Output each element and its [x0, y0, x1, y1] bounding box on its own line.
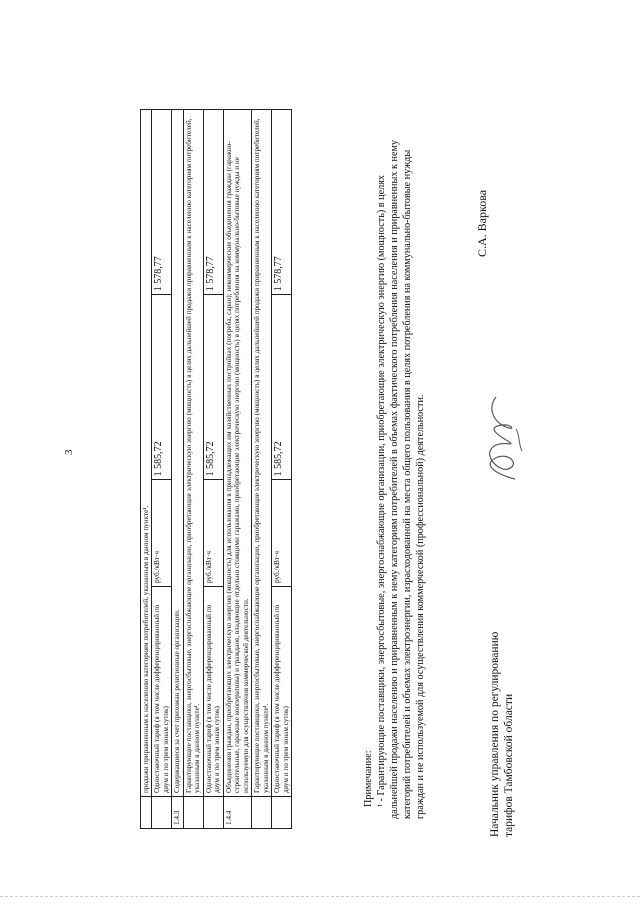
scan-edge-line: [0, 896, 640, 897]
cell-name: Объединения граждан, приобретающих электрическую энергию (мощность) для использования в принадлежащих им хозяйственных постройках (погреба, сараи); некоммерческие объединения граждан (гаражно-строительные, гаражные кооперативы) и граждане, владеющие отдельно стоящими гаражами, приобретающие электрическую энергию (мощность) в целях потребления на коммунально-бытовые нужды и не используемую для осуществления коммерческой деятельности.: [223, 110, 251, 797]
cell-v2: 1 578,77: [152, 110, 172, 295]
cell-num: [152, 796, 172, 828]
cell-name: Гарантирующие поставщики, энергосбытовые, энергоснабжающие организации, приобретающие электрическую энергию (мощность) в целях дальнейшей продажи приравненным к населению категориям потребителей, указанным в данном пункте¹.: [252, 110, 272, 797]
cell-unit: руб./кВт·ч: [152, 480, 172, 587]
cell-name: Содержащиеся за счет прихожан религиозные организации.: [172, 110, 183, 797]
footnote: [362, 129, 427, 819]
position-line-1: Начальник управления по регулированию: [489, 631, 501, 837]
page-number: 3: [63, 449, 75, 455]
rotated-page-content: [63, 77, 600, 837]
cell-name: продажи приравненным к населению категориям потребителей, указанным в данном пункте¹.: [141, 110, 152, 797]
cell-v1: 1 585,72: [272, 295, 292, 480]
table-row: [203, 110, 223, 829]
cell-unit: руб./кВт·ч: [203, 480, 223, 587]
cell-name: Гарантирующие поставщики, энергосбытовые, энергоснабжающие организации, приобретающие электрическую энергию (мощность) в целях дальнейшей продажи приравненным к населению категориям потребителей, указанным в данном пункте¹.: [183, 110, 203, 797]
note-text: ¹ - Гарантирующие поставщики, энергосбытовые, энергоснабжающие организации, приобретающие электрическую энергию (мощность) в целях дальнейшей продажи населению и приравненным к нему категориям потребителей в объемах фактического потребления населения и приравненных к нему категорий потребителей и объемах электроэнергии, израсходованной на места общего пользования в целях потребления на коммунально-бытовые нужды граждан и не используемой для осуществления коммерческой (профессиональной) деятельности.: [376, 139, 427, 819]
handwritten-signature: [470, 387, 530, 487]
cell-num: 1.4.3: [172, 796, 183, 828]
cell-v2: 1 578,77: [203, 110, 223, 295]
signatory-position: [488, 457, 516, 837]
cell-num: [272, 796, 292, 828]
cell-num: [203, 796, 223, 828]
cell-name: Одноставочный тариф (в том числе дифференцированный по двум и по трем зонам суток): [203, 586, 223, 796]
cell-num: 1.4.4: [223, 796, 251, 828]
table-row: [152, 110, 172, 829]
note-title: Примечание:: [363, 750, 374, 807]
table-row: [252, 110, 272, 829]
cell-name: Одноставочный тариф (в том числе дифференцированный по двум и по трем зонам суток): [272, 586, 292, 796]
position-line-2: тарифов Тамбовской области: [503, 693, 516, 837]
table-row: [172, 110, 183, 829]
signatory-name: С.А. Варкова: [475, 189, 489, 257]
table-row: [183, 110, 203, 829]
cell-name: Одноставочный тариф (в том числе дифференцированный по двум и по трем зонам суток): [152, 586, 172, 796]
cell-v1: 1 585,72: [203, 295, 223, 480]
cell-num: [141, 796, 152, 828]
table-row: [223, 110, 251, 829]
cell-unit: руб./кВт·ч: [272, 480, 292, 587]
cell-num: [183, 796, 203, 828]
cell-v2: 1 578,77: [272, 110, 292, 295]
tariff-table: [140, 109, 292, 829]
cell-num: [252, 796, 272, 828]
table-row: [272, 110, 292, 829]
table-row: [141, 110, 152, 829]
cell-v1: 1 585,72: [152, 295, 172, 480]
